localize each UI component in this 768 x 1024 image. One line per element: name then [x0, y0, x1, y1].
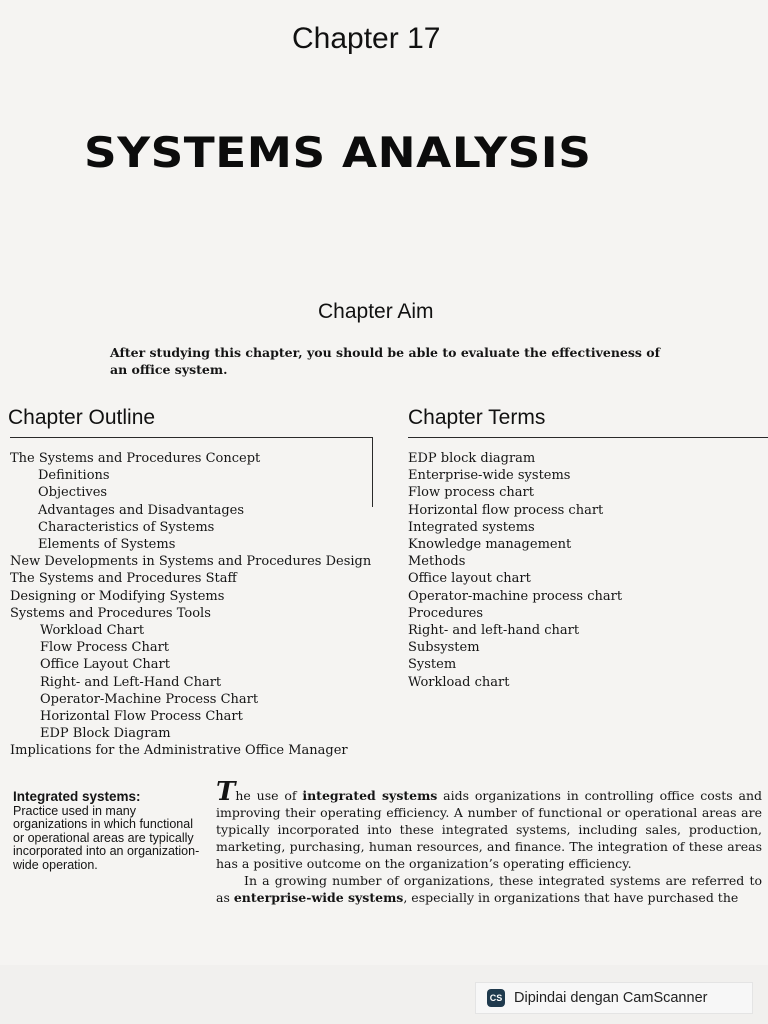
terms-rule	[408, 437, 768, 438]
term-item: System	[408, 657, 457, 673]
outline-item: Workload Chart	[40, 623, 145, 639]
outline-item: Objectives	[38, 485, 108, 501]
body-paragraph	[216, 872, 762, 906]
body-text-run: aids organizations in controlling office costs and improving their operating efficiency. A number of functional or operational areas are typically incorporated into these integrated systems, including sales, production, marketing, purchasing, human resources, and finance. The integration of these areas has a positive outcome on the organization’s operating efficiency.	[216, 788, 762, 871]
chapter-title: SYSTEMS ANALYSIS	[84, 128, 592, 177]
outline-item: Definitions	[38, 468, 110, 484]
term-item: Horizontal flow process chart	[408, 502, 604, 518]
outline-item: Systems and Procedures Tools	[10, 605, 211, 621]
drop-cap: T	[216, 777, 236, 807]
outline-item: EDP Block Diagram	[40, 726, 171, 742]
camscanner-logo-icon: CS	[487, 989, 505, 1007]
outline-item: Elements of Systems	[38, 537, 176, 553]
body-paragraph	[216, 777, 762, 872]
body-text	[216, 777, 762, 906]
body-text-run: In a growing number of organizations, these integrated systems are referred to as	[216, 873, 762, 905]
outline-item: Right- and Left-Hand Chart	[40, 674, 222, 690]
outline-item: Designing or Modifying Systems	[10, 588, 225, 604]
outline-item: Operator-Machine Process Chart	[40, 691, 259, 707]
margin-definition-text: Practice used in many organizations in which functional or operational areas are typically incorporated into an organization-wide operation.	[13, 803, 200, 872]
term-item: Office layout chart	[408, 571, 531, 587]
term-item: Workload chart	[408, 674, 510, 690]
chapter-aim-heading: Chapter Aim	[318, 300, 434, 323]
camscanner-badge	[475, 982, 753, 1014]
outline-item: Implications for the Administrative Office Manager	[10, 743, 348, 759]
term-item: Flow process chart	[408, 485, 534, 501]
chapter-aim-text: After studying this chapter, you should be able to evaluate the effectiveness of an office system.	[110, 345, 661, 377]
outline-item: The Systems and Procedures Staff	[10, 571, 237, 587]
outline-item: Advantages and Disadvantages	[38, 502, 245, 518]
outline-divider	[372, 437, 373, 507]
chapter-terms-list	[408, 450, 622, 691]
body-bold-term: enterprise-wide systems	[233, 890, 404, 905]
term-item: Methods	[408, 554, 466, 570]
term-item: Subsystem	[408, 640, 480, 656]
outline-item: The Systems and Procedures Concept	[10, 451, 261, 466]
body-text-run: he use of	[235, 788, 303, 803]
chapter-terms-heading: Chapter Terms	[408, 406, 546, 429]
outline-item: Office Layout Chart	[40, 657, 170, 673]
term-item: Right- and left-hand chart	[408, 623, 580, 639]
margin-definition-term: Integrated systems:	[13, 789, 141, 804]
term-item: Enterprise-wide systems	[408, 468, 571, 484]
outline-item: Flow Process Chart	[40, 640, 170, 656]
term-item: Operator-machine process chart	[408, 588, 623, 604]
term-item: Integrated systems	[408, 519, 535, 535]
body-bold-term: integrated systems	[302, 788, 438, 803]
chapter-number: Chapter 17	[292, 22, 441, 55]
margin-definition	[13, 790, 203, 873]
chapter-outline-list	[10, 450, 371, 760]
body-text-run: , especially in organizations that have purchased the	[403, 890, 739, 905]
camscanner-label: Dipindai dengan CamScanner	[514, 990, 708, 1006]
term-item: Procedures	[408, 605, 484, 621]
outline-item: Horizontal Flow Process Chart	[40, 709, 243, 725]
term-item: EDP block diagram	[408, 451, 536, 466]
term-item: Knowledge management	[408, 537, 572, 553]
outline-item: New Developments in Systems and Procedures Design	[10, 554, 372, 570]
outline-item: Characteristics of Systems	[38, 519, 215, 535]
outline-rule	[10, 437, 372, 438]
chapter-outline-heading: Chapter Outline	[8, 406, 156, 429]
